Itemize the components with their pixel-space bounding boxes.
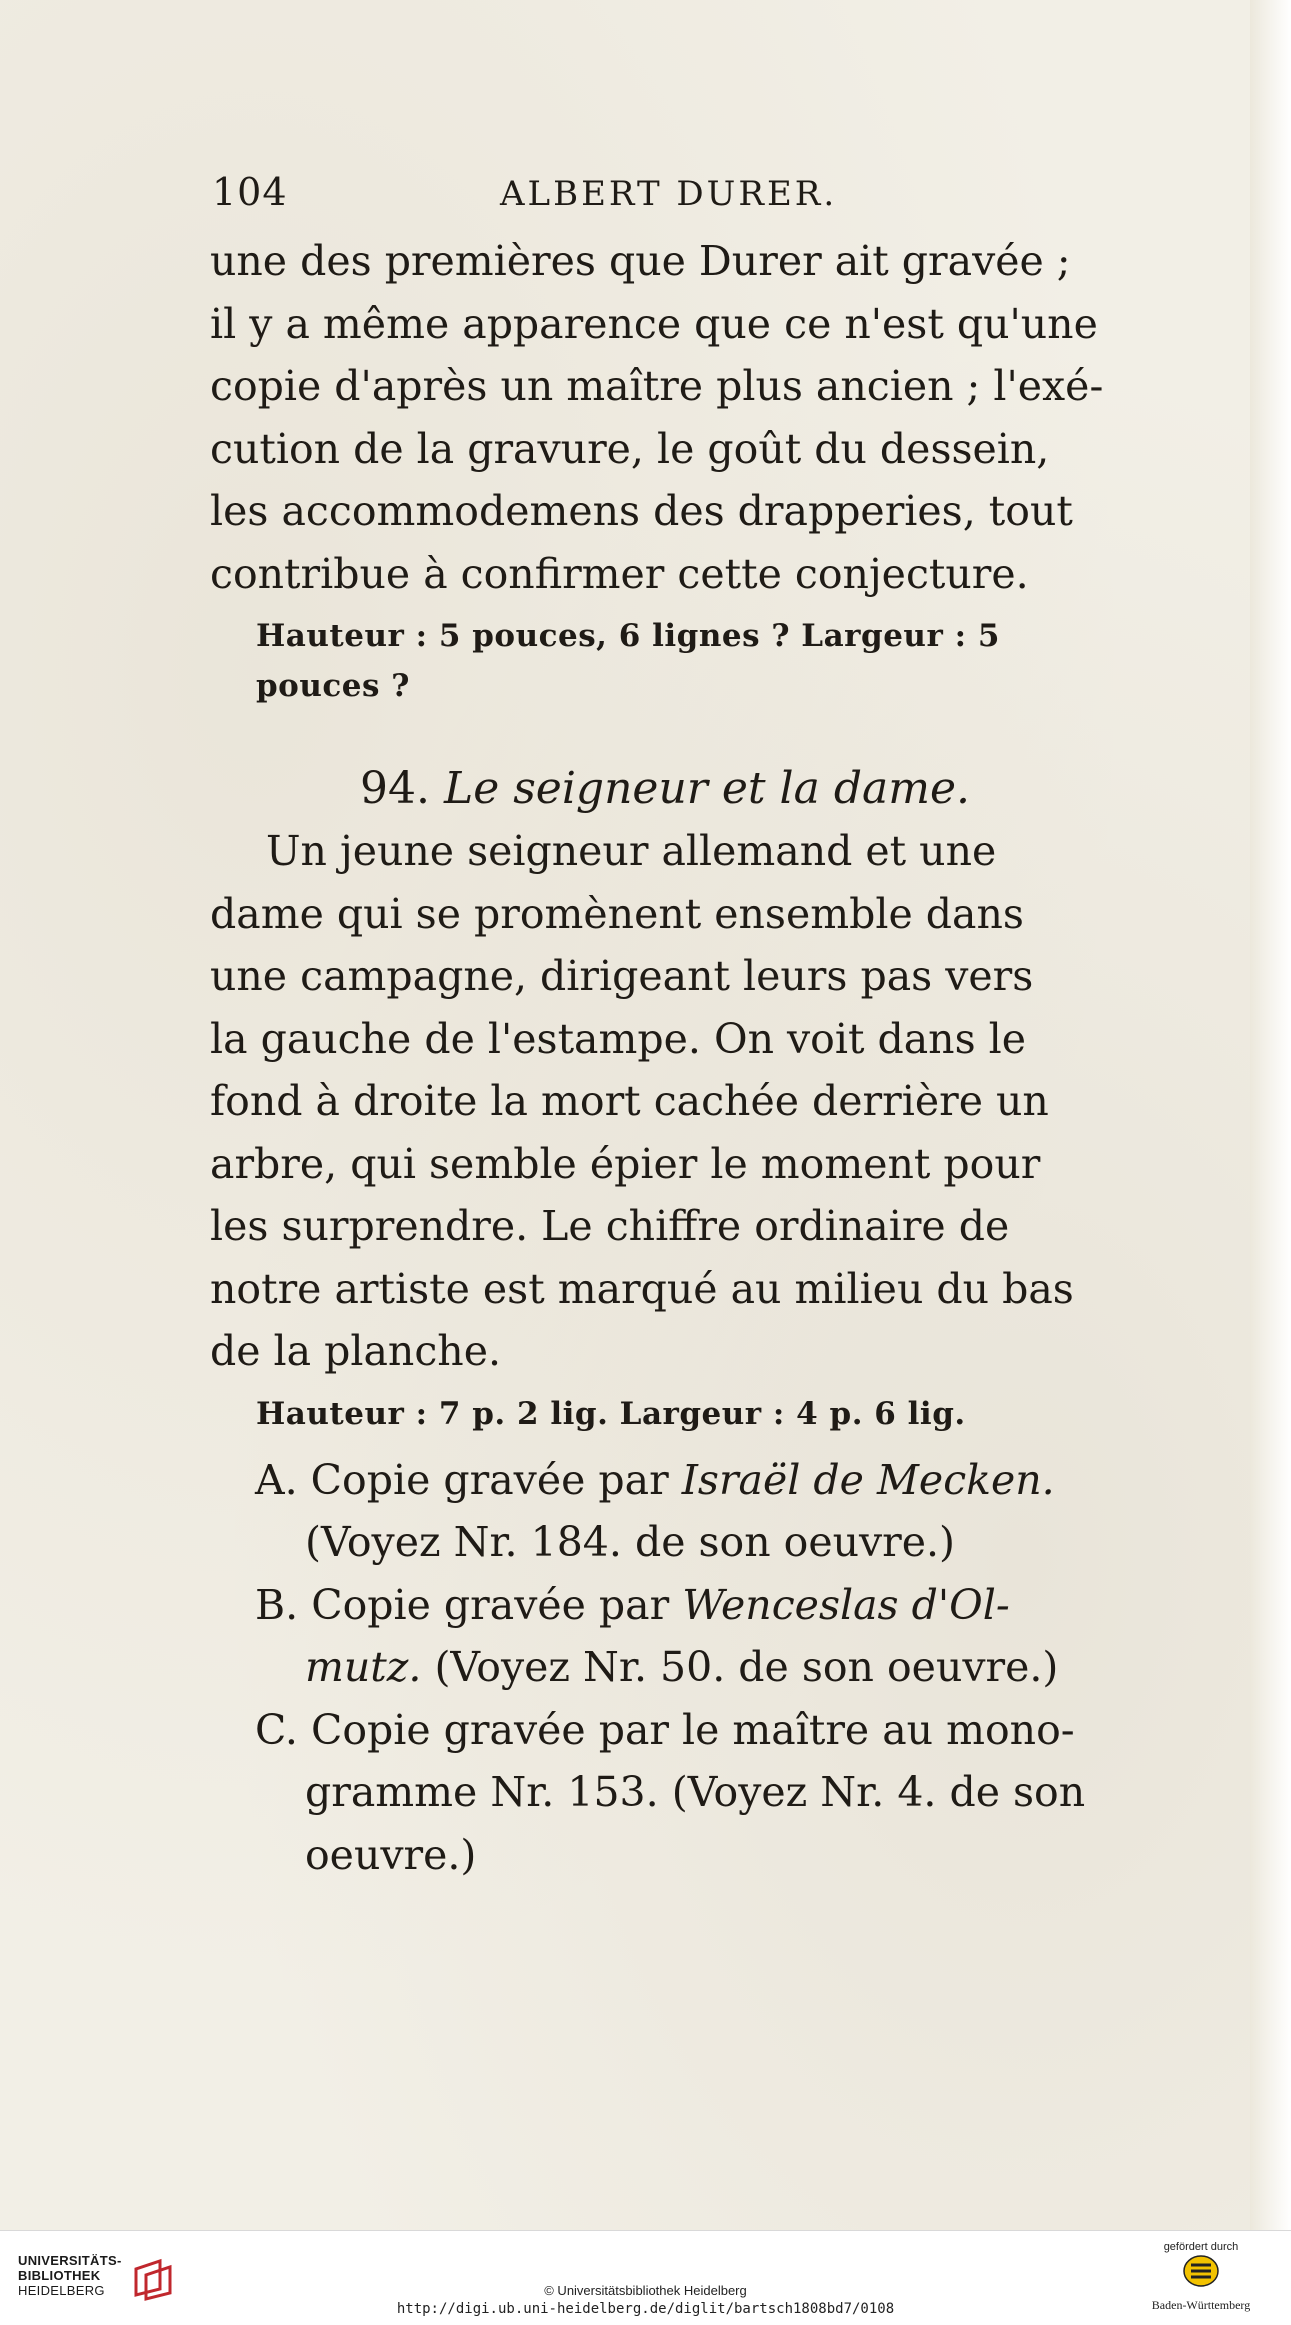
- funded-by-label: gefördert durch: [1163, 2241, 1239, 2253]
- text-line: la gauche de l'estampe. On voit dans le: [210, 1014, 1027, 1063]
- engraver-name: Wenceslas d'Ol-: [682, 1580, 1010, 1629]
- text-line: contribue à confirmer cette conjecture.: [210, 549, 1029, 598]
- text-line: de la planche.: [210, 1327, 502, 1375]
- logo-text: HEIDELBERG: [18, 2283, 105, 2298]
- page-edge: [1250, 0, 1291, 2230]
- paragraph-description: [210, 820, 1130, 1383]
- copy-item-b: [255, 1574, 1130, 1637]
- dimensions-line: Hauteur : 5 pouces, 6 lignes ? Largeur : 5 pouces ?: [256, 618, 1000, 704]
- entry-number: 94.: [360, 763, 430, 814]
- text-line: les accommodemens des drapperies, tout: [210, 487, 1073, 535]
- copy-reference: [255, 1636, 1130, 1699]
- permalink[interactable]: http://digi.ub.uni-heidelberg.de/diglit/bartsch1808bd7/0108: [396, 2301, 895, 2317]
- dimensions-line: Hauteur : 7 p. 2 lig. Largeur : 4 p. 6 lig.: [256, 1395, 966, 1432]
- text-line: notre artiste est marqué au milieu du bas: [210, 1264, 1074, 1313]
- page-text: [210, 160, 1130, 1886]
- text-line: les surprendre. Le chiffre ordinaire de: [210, 1202, 1010, 1250]
- text-line: il y a même apparence que ce n'est qu'une: [210, 299, 1098, 348]
- text-line: arbre, qui semble épier le moment pour: [210, 1139, 1041, 1188]
- text-line: dame qui se promènent ensemble dans: [210, 889, 1024, 938]
- copies-list: [255, 1449, 1130, 1887]
- entry-title: Le seigneur et la dame.: [443, 763, 970, 814]
- running-head: [210, 160, 1130, 230]
- funder-name: Baden-Württemberg: [1151, 2298, 1251, 2312]
- paragraph-intro: [210, 230, 1130, 605]
- copy-text: B. Copie gravée par: [255, 1580, 683, 1629]
- copy-reference: oeuvre.): [305, 1830, 477, 1879]
- copyright-notice: © Universitätsbibliothek Heidelberg: [544, 2283, 747, 2298]
- copy-item-c: C. Copie gravée par le maître au mono-: [255, 1705, 1075, 1754]
- text-line: une campagne, dirigeant leurs pas vers: [210, 952, 1034, 1000]
- copy-reference: (Voyez Nr. 184. de son oeuvre.): [305, 1518, 956, 1566]
- logo-text: UNIVERSITÄTS-: [18, 2253, 122, 2268]
- text-line: cution de la gravure, le goût du dessein,: [210, 424, 1050, 473]
- copy-text: (Voyez Nr. 50. de son oeuvre.): [421, 1643, 1059, 1691]
- page-number: 104: [212, 170, 288, 214]
- copy-reference: gramme Nr. 153. (Voyez Nr. 4. de son: [305, 1768, 1086, 1816]
- text-line: fond à droite la mort cachée derrière un: [210, 1077, 1049, 1125]
- funding-logo: [1131, 2241, 1271, 2325]
- copy-text: A. Copie gravée par: [255, 1455, 682, 1504]
- copy-item-a: [255, 1449, 1130, 1512]
- coat-of-arms-icon: [1181, 2253, 1221, 2289]
- library-footer: [0, 2230, 1291, 2325]
- entry-heading: [360, 763, 1130, 814]
- running-title: ALBERT DURER.: [500, 174, 838, 214]
- text-line: copie d'après un maître plus ancien ; l'exé-: [210, 362, 1104, 410]
- engraver-name: Israël de Mecken.: [681, 1455, 1055, 1504]
- engraver-name-cont: mutz.: [305, 1643, 422, 1691]
- text-line: Un jeune seigneur allemand et une: [266, 827, 997, 875]
- text-line: une des premières que Durer ait gravée ;: [210, 237, 1071, 285]
- logo-text: BIBLIOTHEK: [18, 2268, 101, 2283]
